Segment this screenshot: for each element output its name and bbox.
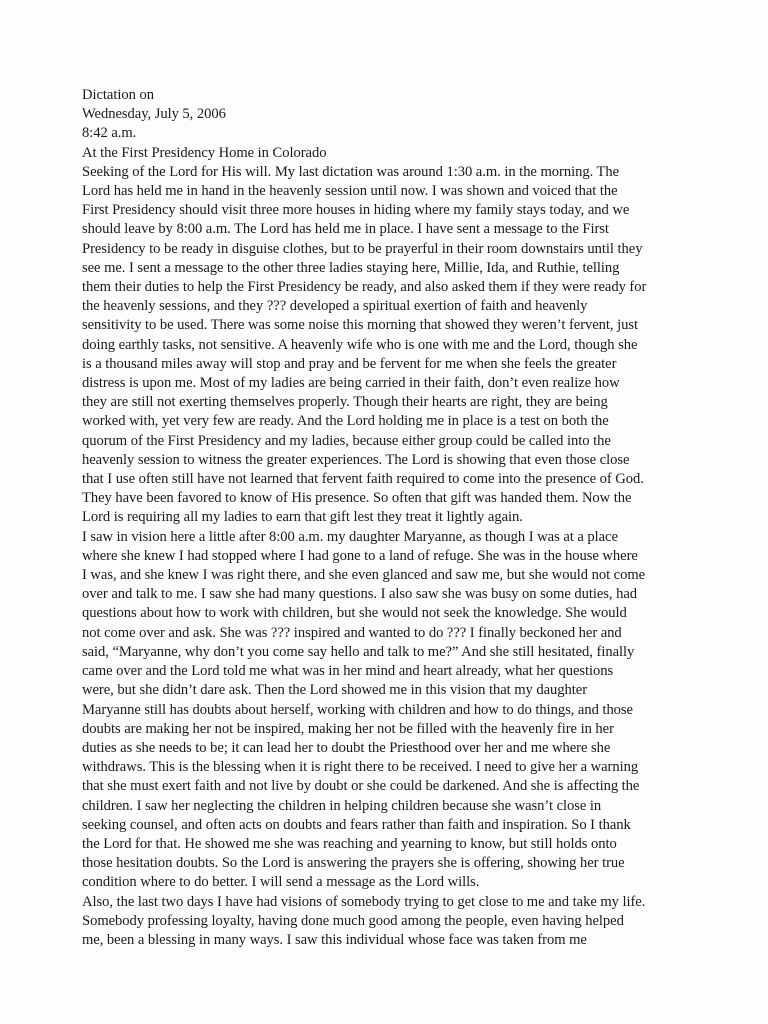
text-line: children. I saw her neglecting the children in helping children because she wasn’t close in: [82, 797, 602, 814]
text-line: Maryanne still has doubts about herself, working with children and how to do things, and those: [82, 701, 633, 718]
text-line: duties as she needs to be; it can lead her to doubt the Priesthood over her and me where she: [82, 739, 611, 756]
text-line: condition where to do better. I will send a message as the Lord wills.: [82, 874, 480, 891]
text-line: not come over and ask. She was ??? inspired and wanted to do ??? I finally beckoned her and: [82, 624, 622, 641]
paragraph: [82, 528, 722, 893]
document-body: [82, 163, 722, 950]
text-line: First Presidency should visit three more houses in hiding where my family stays today, and we: [82, 202, 630, 219]
text-line: Somebody professing loyalty, having done much good among the people, even having helped: [82, 912, 624, 929]
paragraph: [82, 893, 722, 951]
text-line: questions about how to work with children, but she would not seek the knowledge. She would: [82, 605, 627, 622]
text-line: Seeking of the Lord for His will. My last dictation was around 1:30 a.m. in the morning. The: [82, 163, 620, 180]
text-line: doubts are making her not be inspired, making her not be filled with the heavenly fire in her: [82, 720, 614, 737]
text-line: I was, and she knew I was right there, and she even glanced and saw me, but she would not come: [82, 567, 646, 584]
header-line: Wednesday, July 5, 2006: [82, 106, 226, 123]
text-line: where she knew I had stopped where I had gone to a land of refuge. She was in the house where: [82, 547, 638, 564]
text-line: doing earthly tasks, not sensitive. A heavenly wife who is one with me and the Lord, though she: [82, 336, 638, 353]
text-line: see me. I sent a message to the other three ladies staying here, Millie, Ida, and Ruthie, telling: [82, 259, 620, 276]
text-line: them their duties to help the First Presidency be ready, and also asked them if they were ready for: [82, 279, 647, 296]
text-line: that she must exert faith and not live by doubt or she could be darkened. And she is affecting the: [82, 778, 640, 795]
paragraph: [82, 163, 722, 528]
text-line: the Lord for that. He showed me she was reaching and yearning to know, but still holds onto: [82, 835, 617, 852]
text-line: sensitivity to be used. There was some noise this morning that showed they weren’t fervent, just: [82, 317, 639, 334]
text-line: they are still not exerting themselves properly. Though their hearts are right, they are being: [82, 394, 608, 411]
text-line: Presidency to be ready in disguise clothes, but to be prayerful in their room downstairs until they: [82, 240, 643, 257]
text-line: over and talk to me. I saw she had many questions. I also saw she was busy on some duties, had: [82, 586, 638, 603]
header-line: Dictation on: [82, 87, 154, 103]
text-line: I saw in vision here a little after 8:00 a.m. my daughter Maryanne, as though I was at a place: [82, 528, 618, 545]
text-line: They have been favored to know of His presence. So often that gift was handed them. Now the: [82, 490, 632, 507]
text-line: Lord is requiring all my ladies to earn that gift lest they treat it lightly again.: [82, 509, 523, 526]
text-line: is a thousand miles away will stop and pray and be fervent for me when she feels the greater: [82, 355, 617, 372]
text-line: Also, the last two days I have had visions of somebody trying to get close to me and take my life.: [82, 893, 646, 910]
text-line: the heavenly sessions, and they ??? developed a spiritual exertion of faith and heavenly: [82, 298, 588, 315]
text-line: me, been a blessing in many ways. I saw this individual whose face was taken from me: [82, 931, 587, 948]
text-line: said, “Maryanne, why don’t you come say hello and talk to me?” And she still hesitated, finally: [82, 643, 635, 660]
text-line: came over and the Lord told me what was in her mind and heart already, what her questions: [82, 663, 614, 680]
text-line: heavenly session to witness the greater experiences. The Lord is showing that even those close: [82, 451, 630, 468]
text-line: worked with, yet very few are ready. And the Lord holding me in place is a test on both the: [82, 413, 609, 430]
header-line: At the First Presidency Home in Colorado: [82, 144, 327, 161]
dictation-text: [82, 86, 722, 950]
text-line: Lord has held me in hand in the heavenly session until now. I was shown and voiced that the: [82, 183, 618, 200]
document-header: [82, 86, 722, 163]
text-line: those hesitation doubts. So the Lord is answering the prayers she is offering, showing her true: [82, 855, 625, 872]
header-line: 8:42 a.m.: [82, 125, 137, 142]
text-line: distress is upon me. Most of my ladies are being carried in their faith, don’t even realize how: [82, 375, 620, 392]
text-line: were, but she didn’t dare ask. Then the Lord showed me in this vision that my daughter: [82, 682, 588, 699]
text-line: withdraws. This is the blessing when it is right there to be received. I need to give her a warning: [82, 759, 639, 776]
text-line: seeking counsel, and often acts on doubts and fears rather than faith and inspiration. So I thank: [82, 816, 631, 833]
text-line: should leave by 8:00 a.m. The Lord has held me in place. I have sent a message to the First: [82, 221, 609, 238]
text-line: that I use often still have not learned that fervent faith required to come into the presence of God.: [82, 471, 644, 488]
text-line: quorum of the First Presidency and my ladies, because either group could be called into the: [82, 432, 611, 449]
